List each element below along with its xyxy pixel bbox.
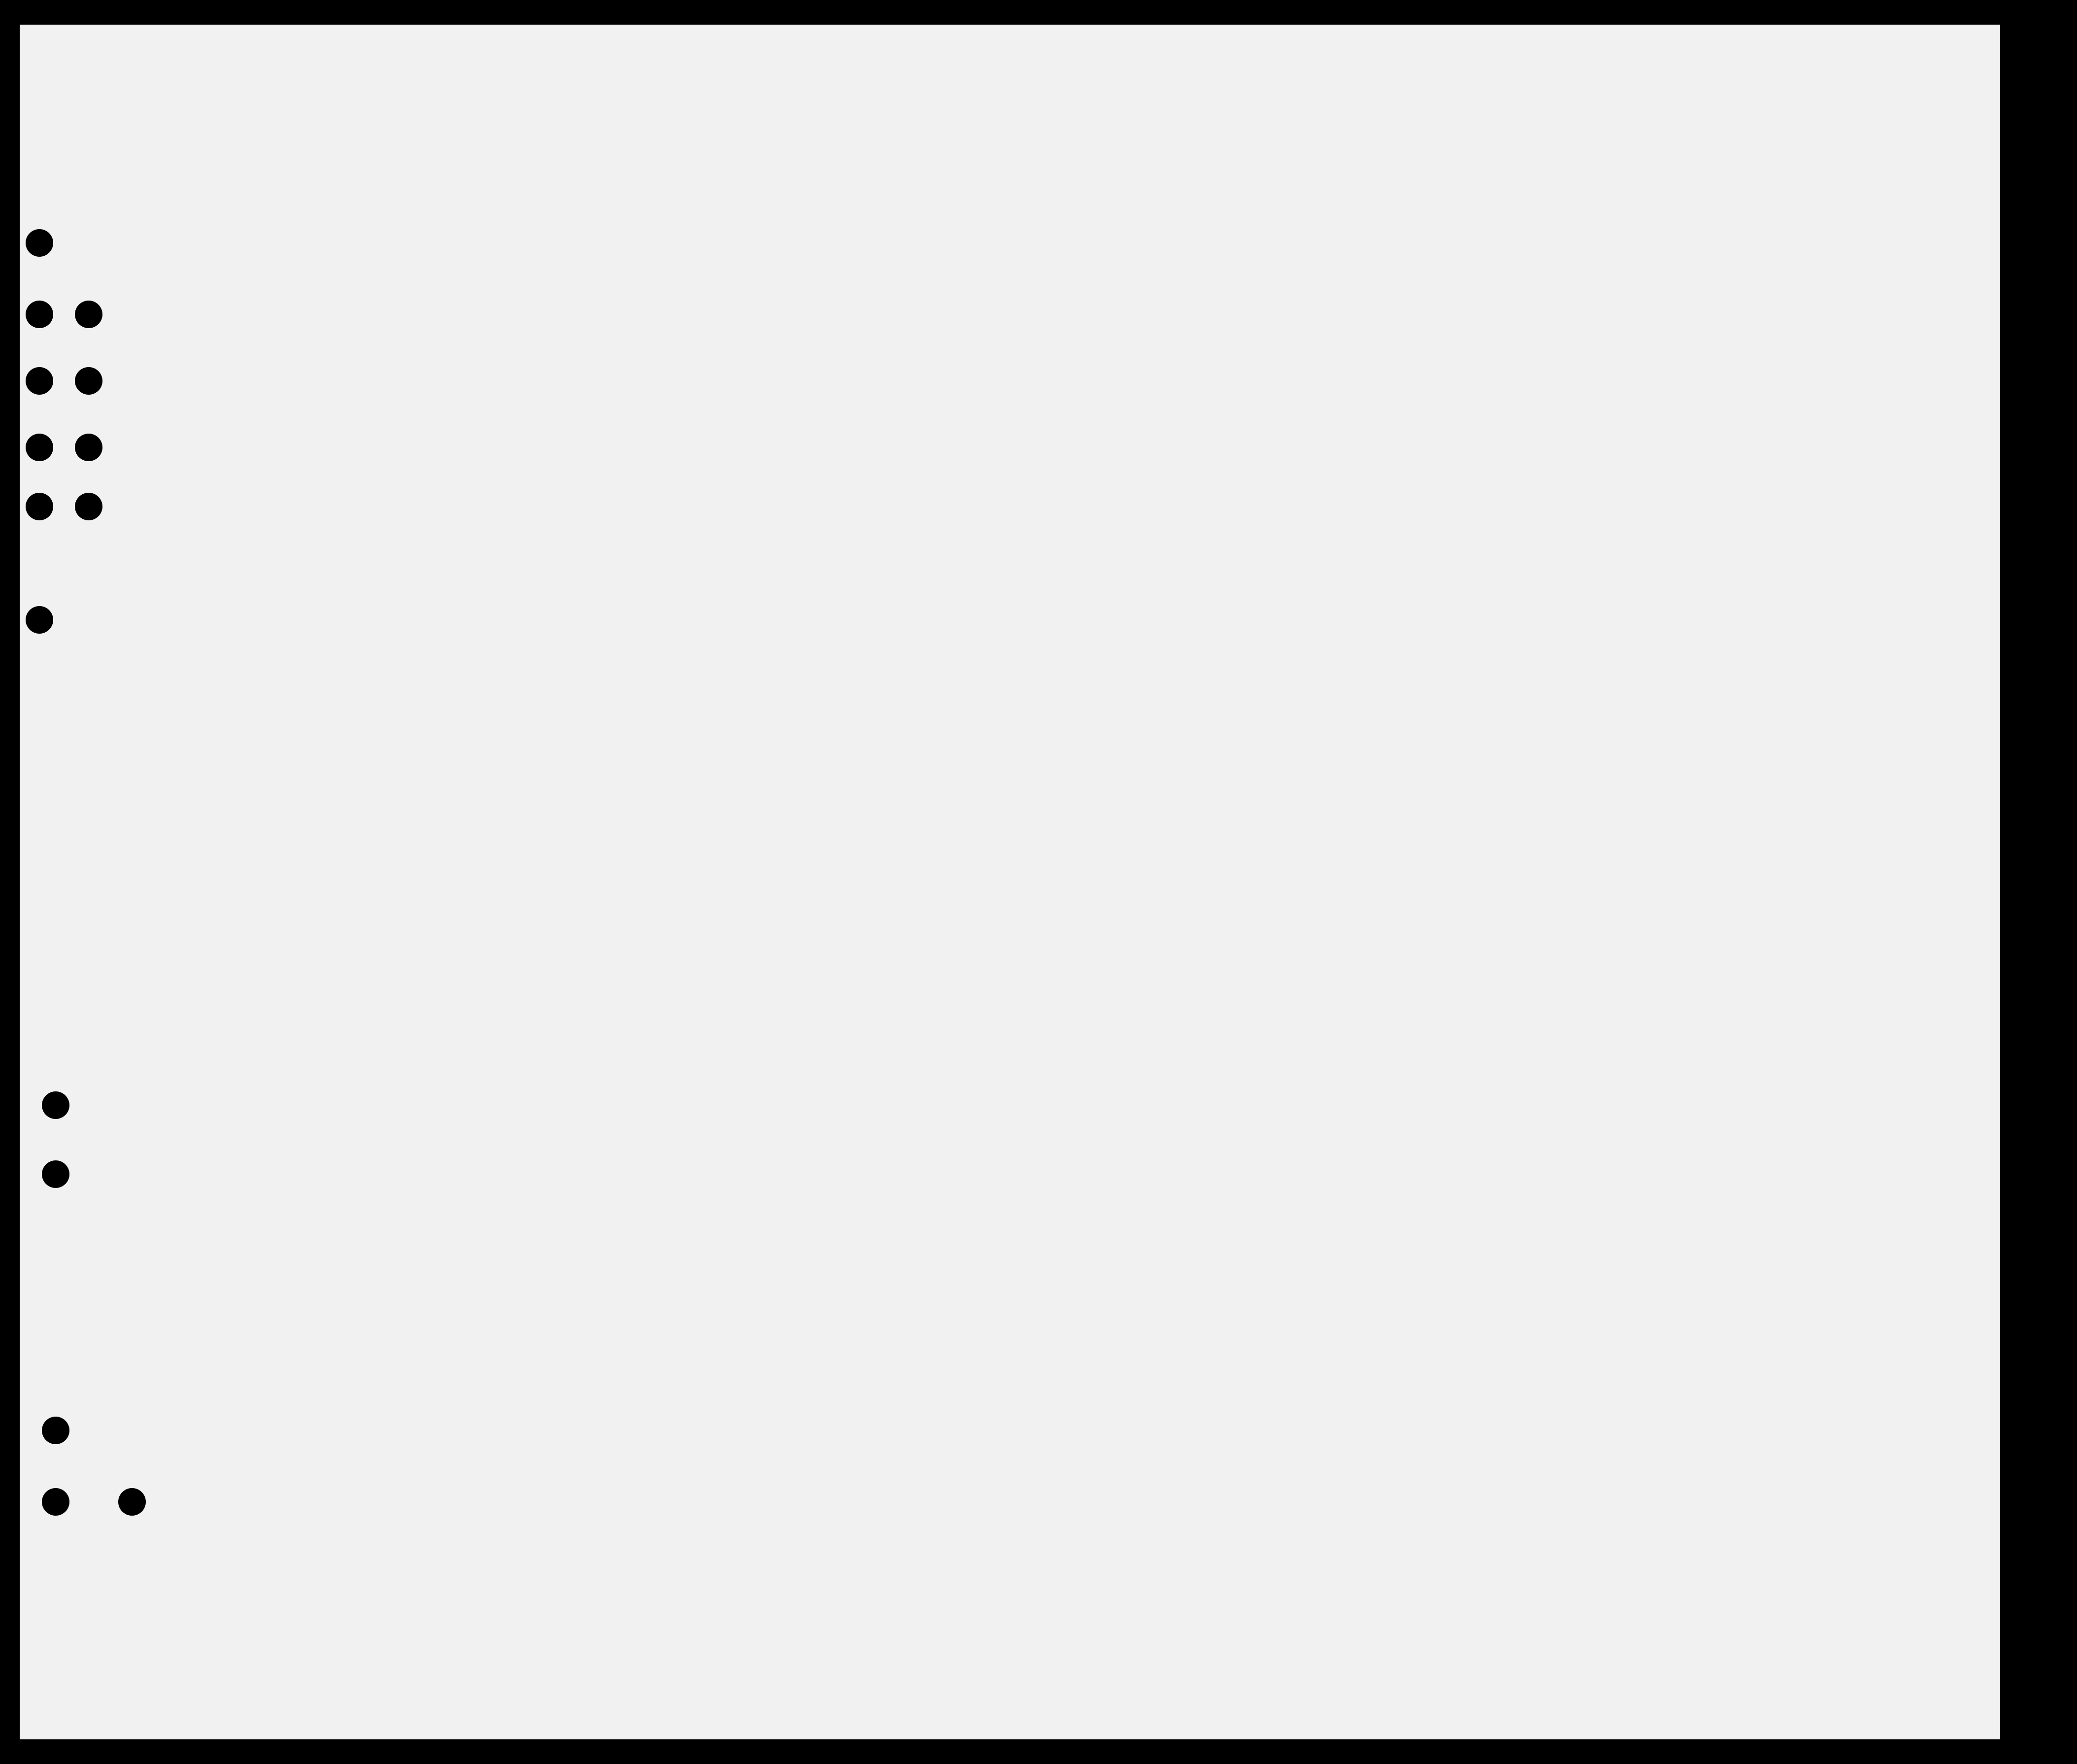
header-deported: [1515, 283, 1535, 382]
header-citizen-intent: [1271, 293, 1310, 392]
header-prison: [1328, 283, 1357, 382]
header-labor-offer: [1461, 283, 1500, 382]
header-money: [744, 281, 764, 379]
header-return-intent: [1175, 293, 1214, 392]
header-polygamist: [1365, 283, 1379, 382]
header-question-28: [1416, 283, 1456, 382]
header-length-of-stay: [1222, 293, 1261, 392]
list-number-block: [1766, 63, 1791, 89]
header-anarchist: [1389, 283, 1404, 382]
header-ticket: [611, 281, 640, 379]
